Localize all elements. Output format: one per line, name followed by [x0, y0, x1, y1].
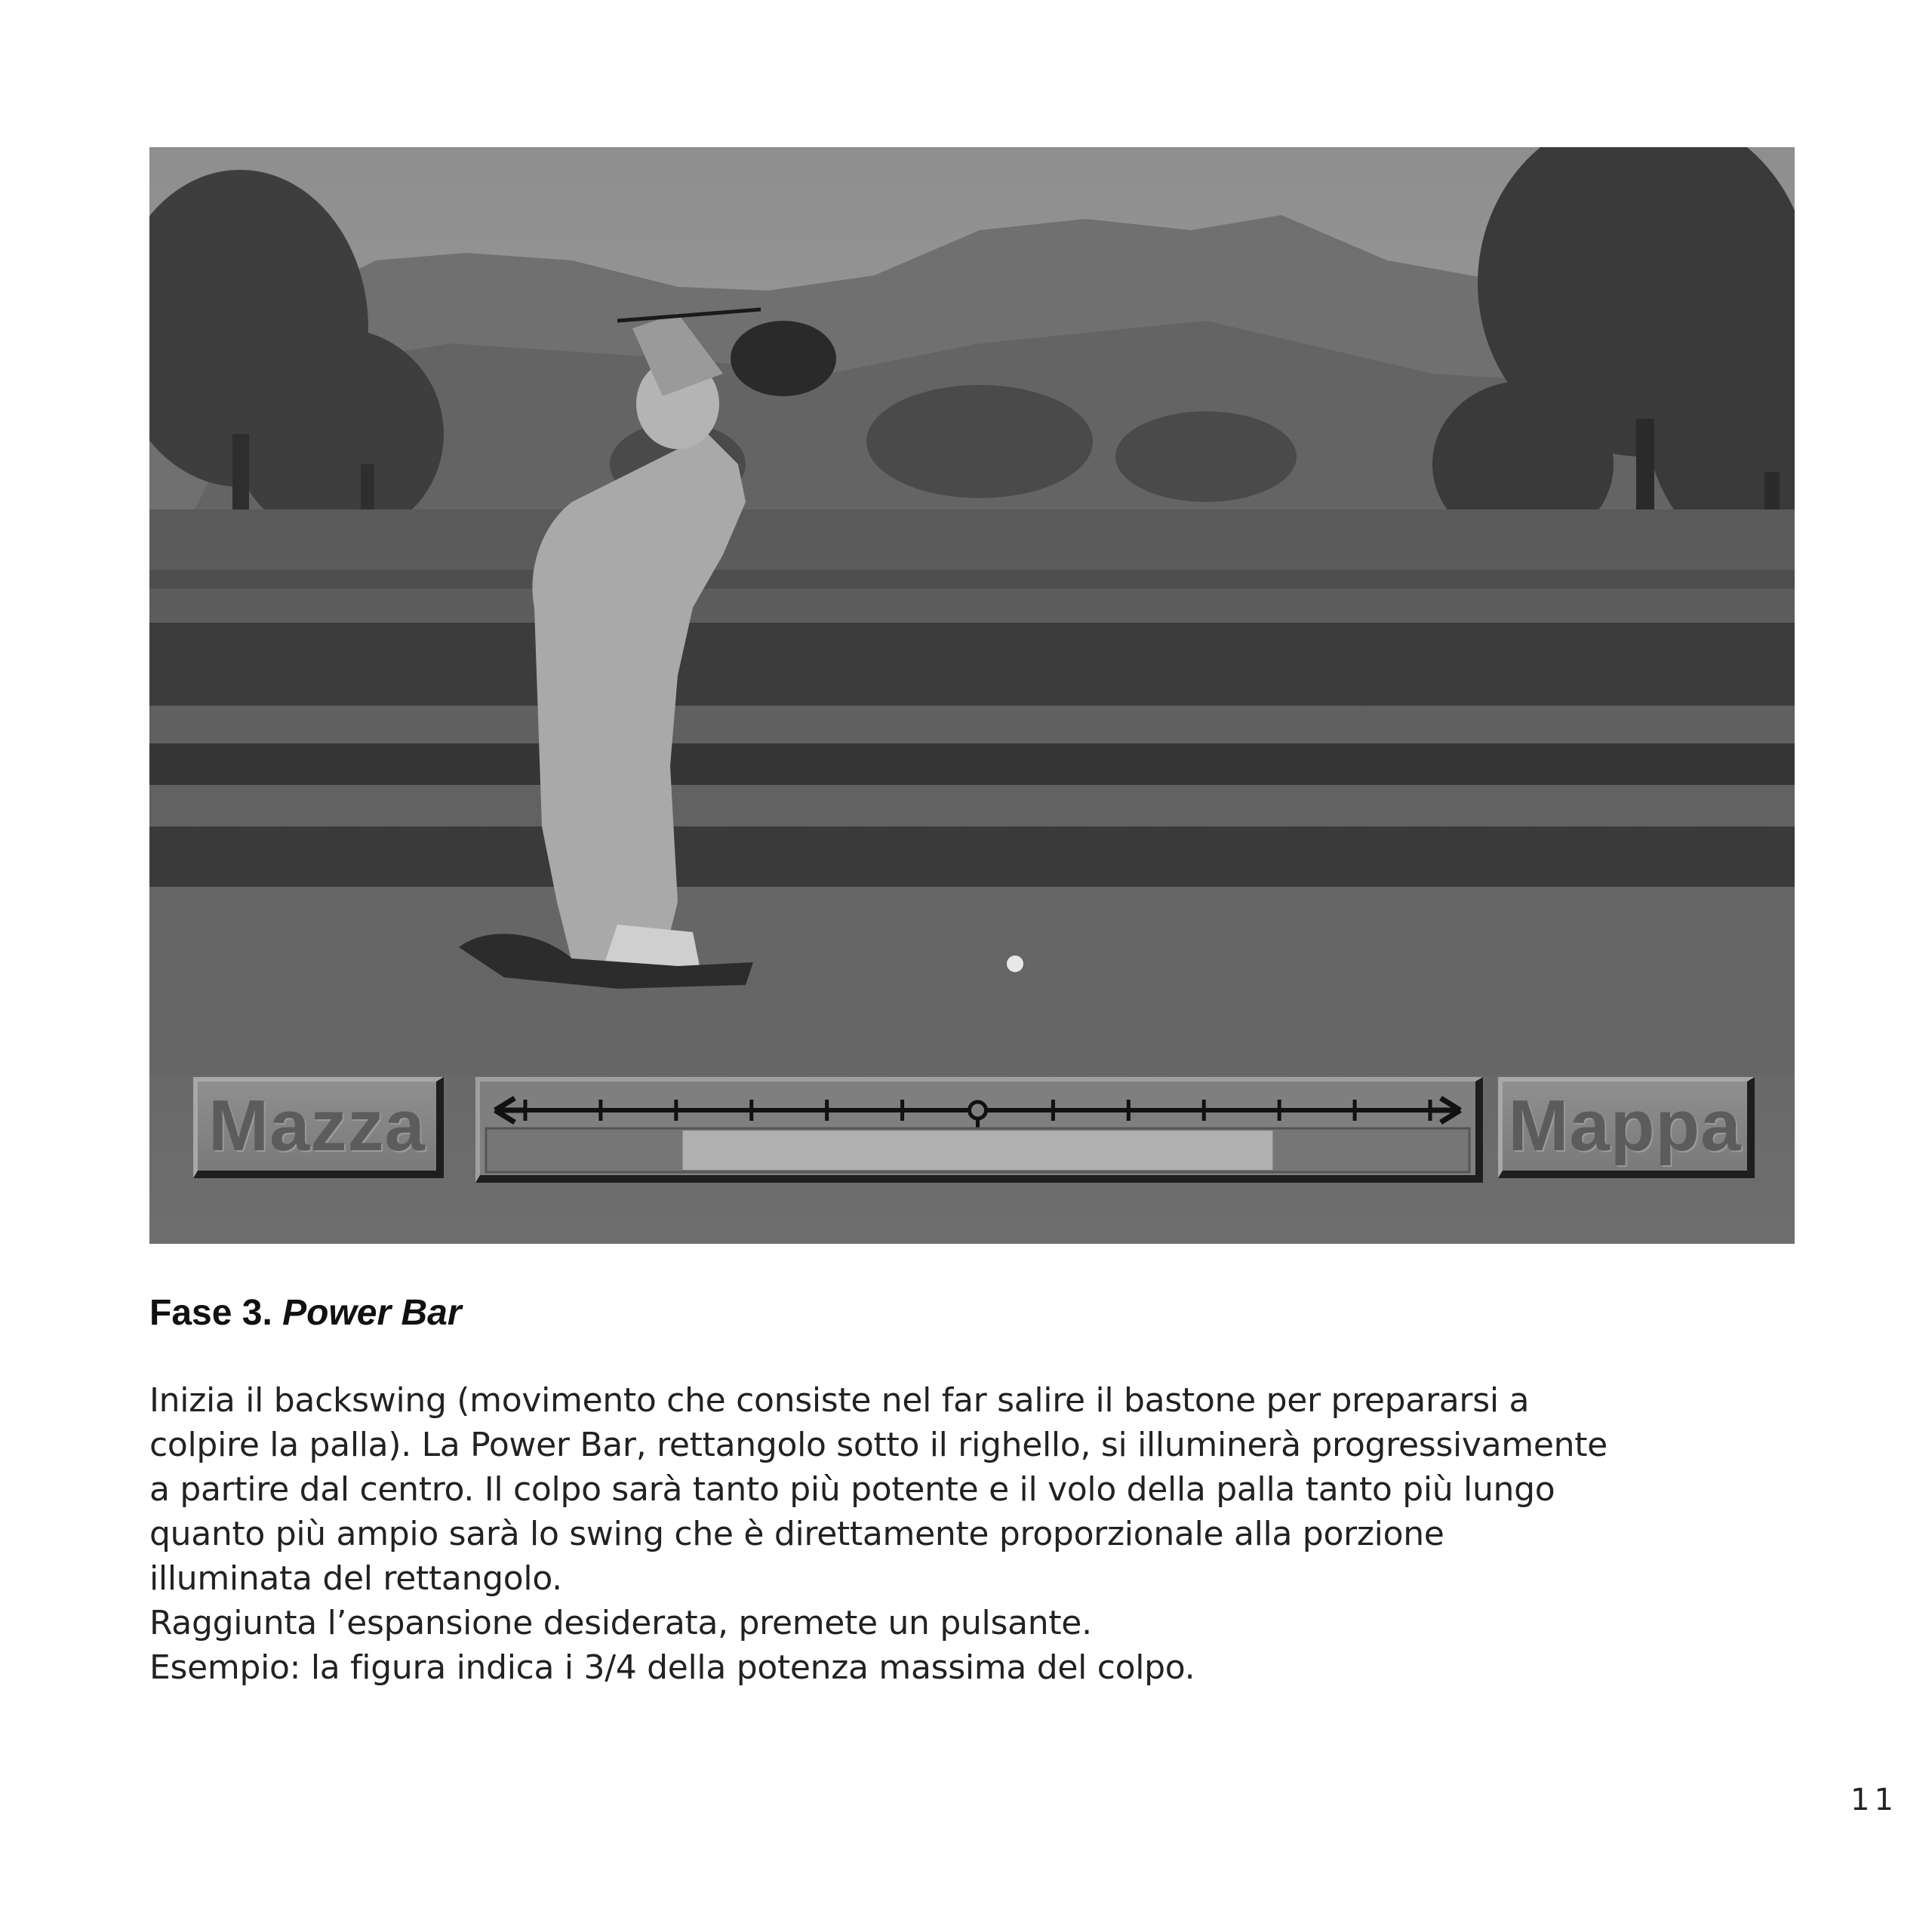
caption-prefix: Fase 3. — [149, 1293, 283, 1333]
power-bar-fill — [683, 1131, 1273, 1170]
body-text — [149, 1378, 1810, 1690]
body-line: Raggiunta l’espansione desiderata, premete un pulsante. — [149, 1604, 1092, 1642]
body-line: colpire la palla). La Power Bar, rettangolo sotto il righello, si illuminerà progressivamente — [149, 1426, 1607, 1464]
body-line: illuminata del rettangolo. — [149, 1559, 562, 1598]
ruler-arrow-right-icon — [1430, 1098, 1460, 1122]
ruler-arrow-left-icon — [495, 1098, 525, 1122]
mazza-button[interactable]: Mazza — [193, 1077, 444, 1178]
golf-ball — [1007, 956, 1023, 972]
fairway-band — [149, 570, 1795, 589]
power-bar-panel — [475, 1077, 1483, 1183]
body-line: quanto più ampio sarà lo swing che è direttamente proporzionale alla porzione — [149, 1515, 1444, 1553]
mappa-button[interactable]: Mappa — [1498, 1077, 1755, 1178]
body-line: Inizia il backswing (movimento che consiste nel far salire il bastone per prepararsi a — [149, 1381, 1530, 1420]
caption-heading — [149, 1292, 462, 1334]
ruler-center-marker — [970, 1102, 986, 1119]
game-screenshot — [149, 147, 1795, 1244]
body-line: a partire dal centro. Il colpo sarà tanto più potente e il volo della palla tanto più lungo — [149, 1470, 1555, 1509]
power-bar-graphic — [480, 1082, 1475, 1175]
body-line: Esempio: la figura indica i 3/4 della potenza massima del colpo. — [149, 1648, 1195, 1687]
page-number: 11 — [1850, 1783, 1898, 1817]
caption-title: Power Bar — [282, 1293, 462, 1333]
